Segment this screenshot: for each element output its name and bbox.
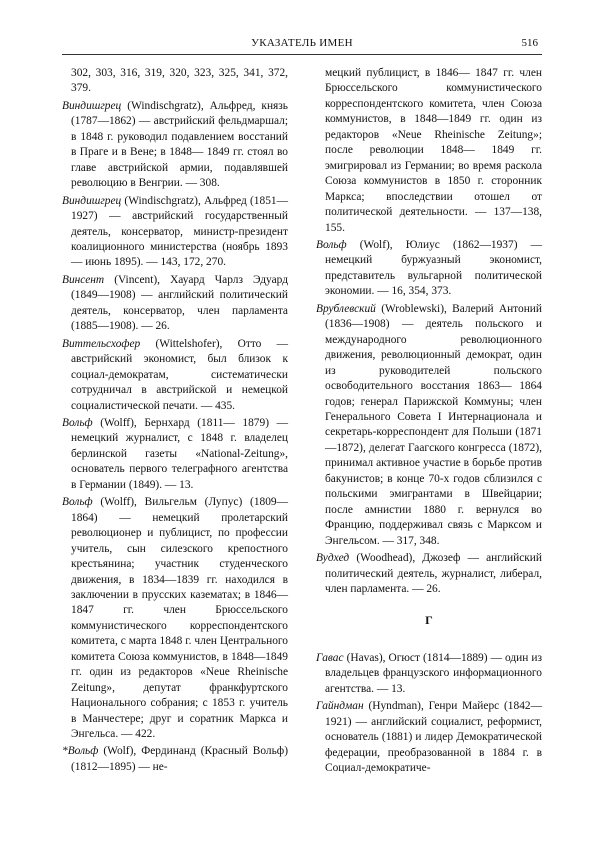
- entry-name: Гайндман: [316, 700, 364, 713]
- entry-text: (Wittelshofer), Отто — австрийский экономист, был близок к социал-демократам, систематически сотрудничал в австрийской и немецкой социалистической печати. — 435.: [71, 337, 288, 412]
- entry-text: (Woodhead), Джозеф — английский политический деятель, журналист, либерал, член парламента. — 26.: [325, 552, 542, 595]
- entry-text: (Wolff), Вильгельм (Лупус) (1809— 1864) — немецкий пролетарский революционер и публицист, по профессии учитель, сын силезского крепостного крестьянина; участник студенческого движения, в 1834—1839 гг. находился в заключении в прусских казематах; в 1846—1847 гг. член Брюссельского коммунистического корреспондентского комитета, с марта 1848 г. член Центрального комитета Союза коммунистов, в 1848—1849 гг. один из редакторов «Neue Rheinische Zeitung», депутат франкфуртского Национального собрания; с 1853 г. учитель в Манчестере; друг и соратник Маркса и Энгельса. — 422.: [71, 496, 288, 741]
- entry-name: Виттельсхофер: [62, 337, 141, 350]
- entry-text: (Havas), Огюст (1814—1889) — один из владельцев французского информационного агентства. — 13.: [325, 651, 542, 695]
- entry-text: (Wolf), Фердинанд (Красный Вольф) (1812—1895) — не-: [71, 745, 288, 773]
- entry-text: (Hyndman), Генри Майерс (1842—1921) — английский социалист, реформист, основатель (1881) и лидер Демократической федерации, преобразованной в 1884 г. в Социал-демократиче-: [325, 700, 542, 775]
- entry-text: (Wroblewski), Валерий Антоний (1836—1908) — деятель польского и международного революционного движения, революционный демократ, один из руководителей польского освободительного восстания 1863— 1864 годов; генерал Парижской Коммуны; член Генерального Совета I Интернационала и секретарь-корреспондент для Польши (1871—1872), делегат Гаагского конгресса (1872), принимал активное участие в борьбе против бакунистов; в конце 70-х годов сблизился с польскими эмигрантами в Швейцарии; после амнистии 1880 г. вернулся во Францию, поддерживал связь с Марксом и Энгельсом. — 317, 348.: [325, 302, 542, 547]
- entry-text: (Wolff), Бернхард (1811— 1879) — немецкий журналист, с 1848 г. владелец берлинской газеты «National-Zeitung», основатель первого телеграфного агентства в Германии (1849). — 13.: [71, 416, 288, 491]
- index-entry: [316, 651, 542, 697]
- entry-name: Виндишгрец: [62, 99, 122, 112]
- index-entry: [316, 699, 542, 776]
- index-entry: [316, 302, 542, 549]
- left-column: [62, 66, 288, 777]
- entry-text: (Vincent), Хауард Чарлз Эдуард (1849—1908) — английский политический деятель, консерватор, член парламента (1885—1908). — 26.: [71, 273, 288, 333]
- entry-text: 302, 303, 316, 319, 320, 323, 325, 341, 372, 379.: [71, 67, 288, 95]
- index-entry: [316, 551, 542, 597]
- index-entry: [62, 66, 288, 97]
- index-entry: [62, 495, 288, 742]
- index-entry: [316, 66, 542, 236]
- page-number: 516: [521, 37, 538, 49]
- entry-name: Вудхед: [316, 552, 350, 565]
- index-entry: [62, 273, 288, 335]
- entry-name: Гавас: [316, 651, 344, 664]
- entry-name: *Вольф: [62, 745, 99, 758]
- entry-name: Врублевский: [316, 302, 376, 315]
- right-column: [316, 66, 542, 778]
- index-entry: [62, 194, 288, 271]
- entry-text: мецкий публицист, в 1846— 1847 гг. член Брюссельского коммунистического корреспондентского комитета, член Союза коммунистов, в 1848—1849 гг. один из редакторов «Neue Rheinische Zeitung»; после революции 1848— 1849 гг. эмигрировал из Германии; во время раскола Союза коммунистов в 1850 г. сторонник Маркса; впоследствии отошел от политической деятельности. — 137—138, 155.: [325, 67, 542, 234]
- header-title: УКАЗАТЕЛЬ ИМЕН: [251, 37, 353, 49]
- index-entry: [62, 744, 288, 775]
- index-entry: [62, 337, 288, 414]
- index-entry: [62, 416, 288, 493]
- entry-name: Вольф: [316, 238, 347, 251]
- entry-name: Вольф: [62, 496, 93, 509]
- entry-text: (Wolf), Юлиус (1862—1937) — немецкий буржуазный экономист, представитель вульгарной политической экономии. — 16, 354, 373.: [325, 238, 542, 298]
- index-entry: [316, 238, 542, 300]
- running-header: [62, 36, 542, 55]
- entry-text: (Windischgratz), Альфред (1851—1927) — австрийский государственный деятель, консерватор, министр-президент коалиционного министерства (ноябрь 1893 — июнь 1895). — 143, 172, 270.: [71, 194, 288, 269]
- entry-text: (Windischgratz), Альфред, князь (1787—1862) — австрийский фельдмаршал; в 1848 г. руководил подавлением восстаний в Праге и в Вене; в 1848— 1849 гг. стоял во главе австрийской армии, подавлявшей революцию в Венгрии. — 308.: [71, 99, 288, 190]
- section-letter: Г: [425, 613, 433, 628]
- entry-name: Винсент: [62, 273, 105, 286]
- entry-name: Виндишгрец: [62, 194, 122, 207]
- entry-name: Вольф: [62, 416, 93, 429]
- index-entry: [62, 99, 288, 192]
